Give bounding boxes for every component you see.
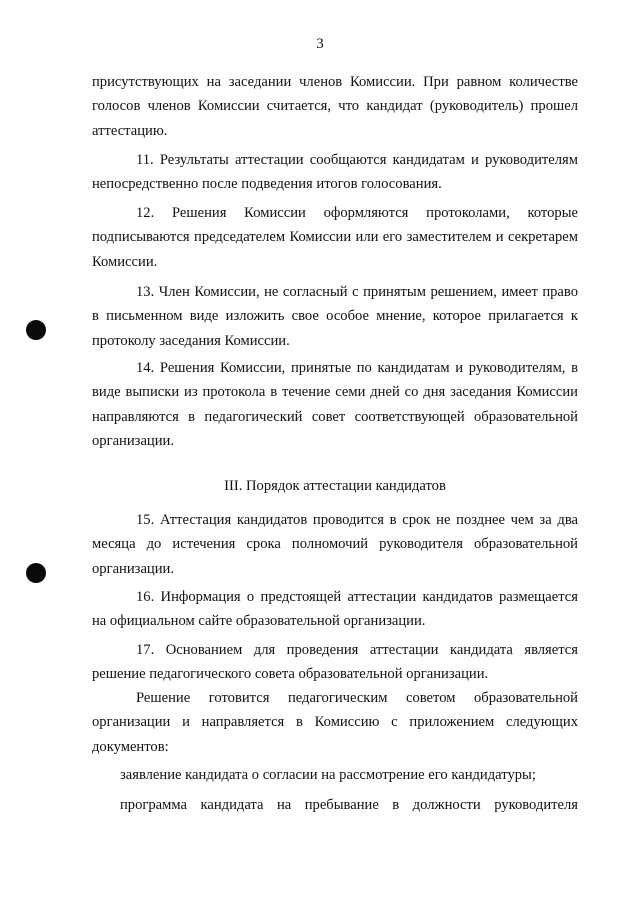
paragraph-12: 12. Решения Комиссии оформляются протоколами, которые подписываются председателем Комиссии или его заместителем и секретарем Комиссии.	[92, 205, 578, 270]
paragraph-13: 13. Член Комиссии, не согласный с принятым решением, имеет право в письменном виде изложить свое особое мнение, которое прилагается к протоколу заседания Комиссии.	[92, 284, 578, 349]
punch-hole-top	[26, 320, 46, 340]
paragraph-17: 17. Основанием для проведения аттестации кандидата является решение педагогического совета образовательной организации.	[92, 642, 578, 683]
paragraph-continuation: присутствующих на заседании членов Комиссии. При равном количестве голосов членов Комиссии считается, что кандидат (руководитель) прошел аттестацию.	[92, 74, 578, 139]
punch-hole-bottom	[26, 563, 46, 583]
paragraph-16: 16. Информация о предстоящей аттестации кандидатов размещается на официальном сайте образовательной организации.	[92, 589, 578, 630]
document-list-item-2: программа кандидата на пребывание в должности руководителя	[120, 797, 578, 813]
document-list-item-1: заявление кандидата о согласии на рассмотрение его кандидатуры;	[120, 767, 536, 783]
paragraph-15: 15. Аттестация кандидатов проводится в срок не позднее чем за два месяца до истечения срока полномочий руководителя образовательной организации.	[92, 512, 578, 577]
paragraph-14: 14. Решения Комиссии, принятые по кандидатам и руководителям, в виде выписки из протокола в течение семи дней со дня заседания Комиссии направляются в педагогический совет соответствующей образовательной организации.	[92, 360, 578, 450]
paragraph-11: 11. Результаты аттестации сообщаются кандидатам и руководителям непосредственно после подведения итогов голосования.	[92, 152, 578, 193]
paragraph-decision: Решение готовится педагогическим советом образовательной организации и направляется в Комиссию с приложением следующих документов:	[92, 690, 578, 755]
page-number: 3	[316, 36, 324, 52]
section-heading: III. Порядок аттестации кандидатов	[224, 478, 446, 494]
